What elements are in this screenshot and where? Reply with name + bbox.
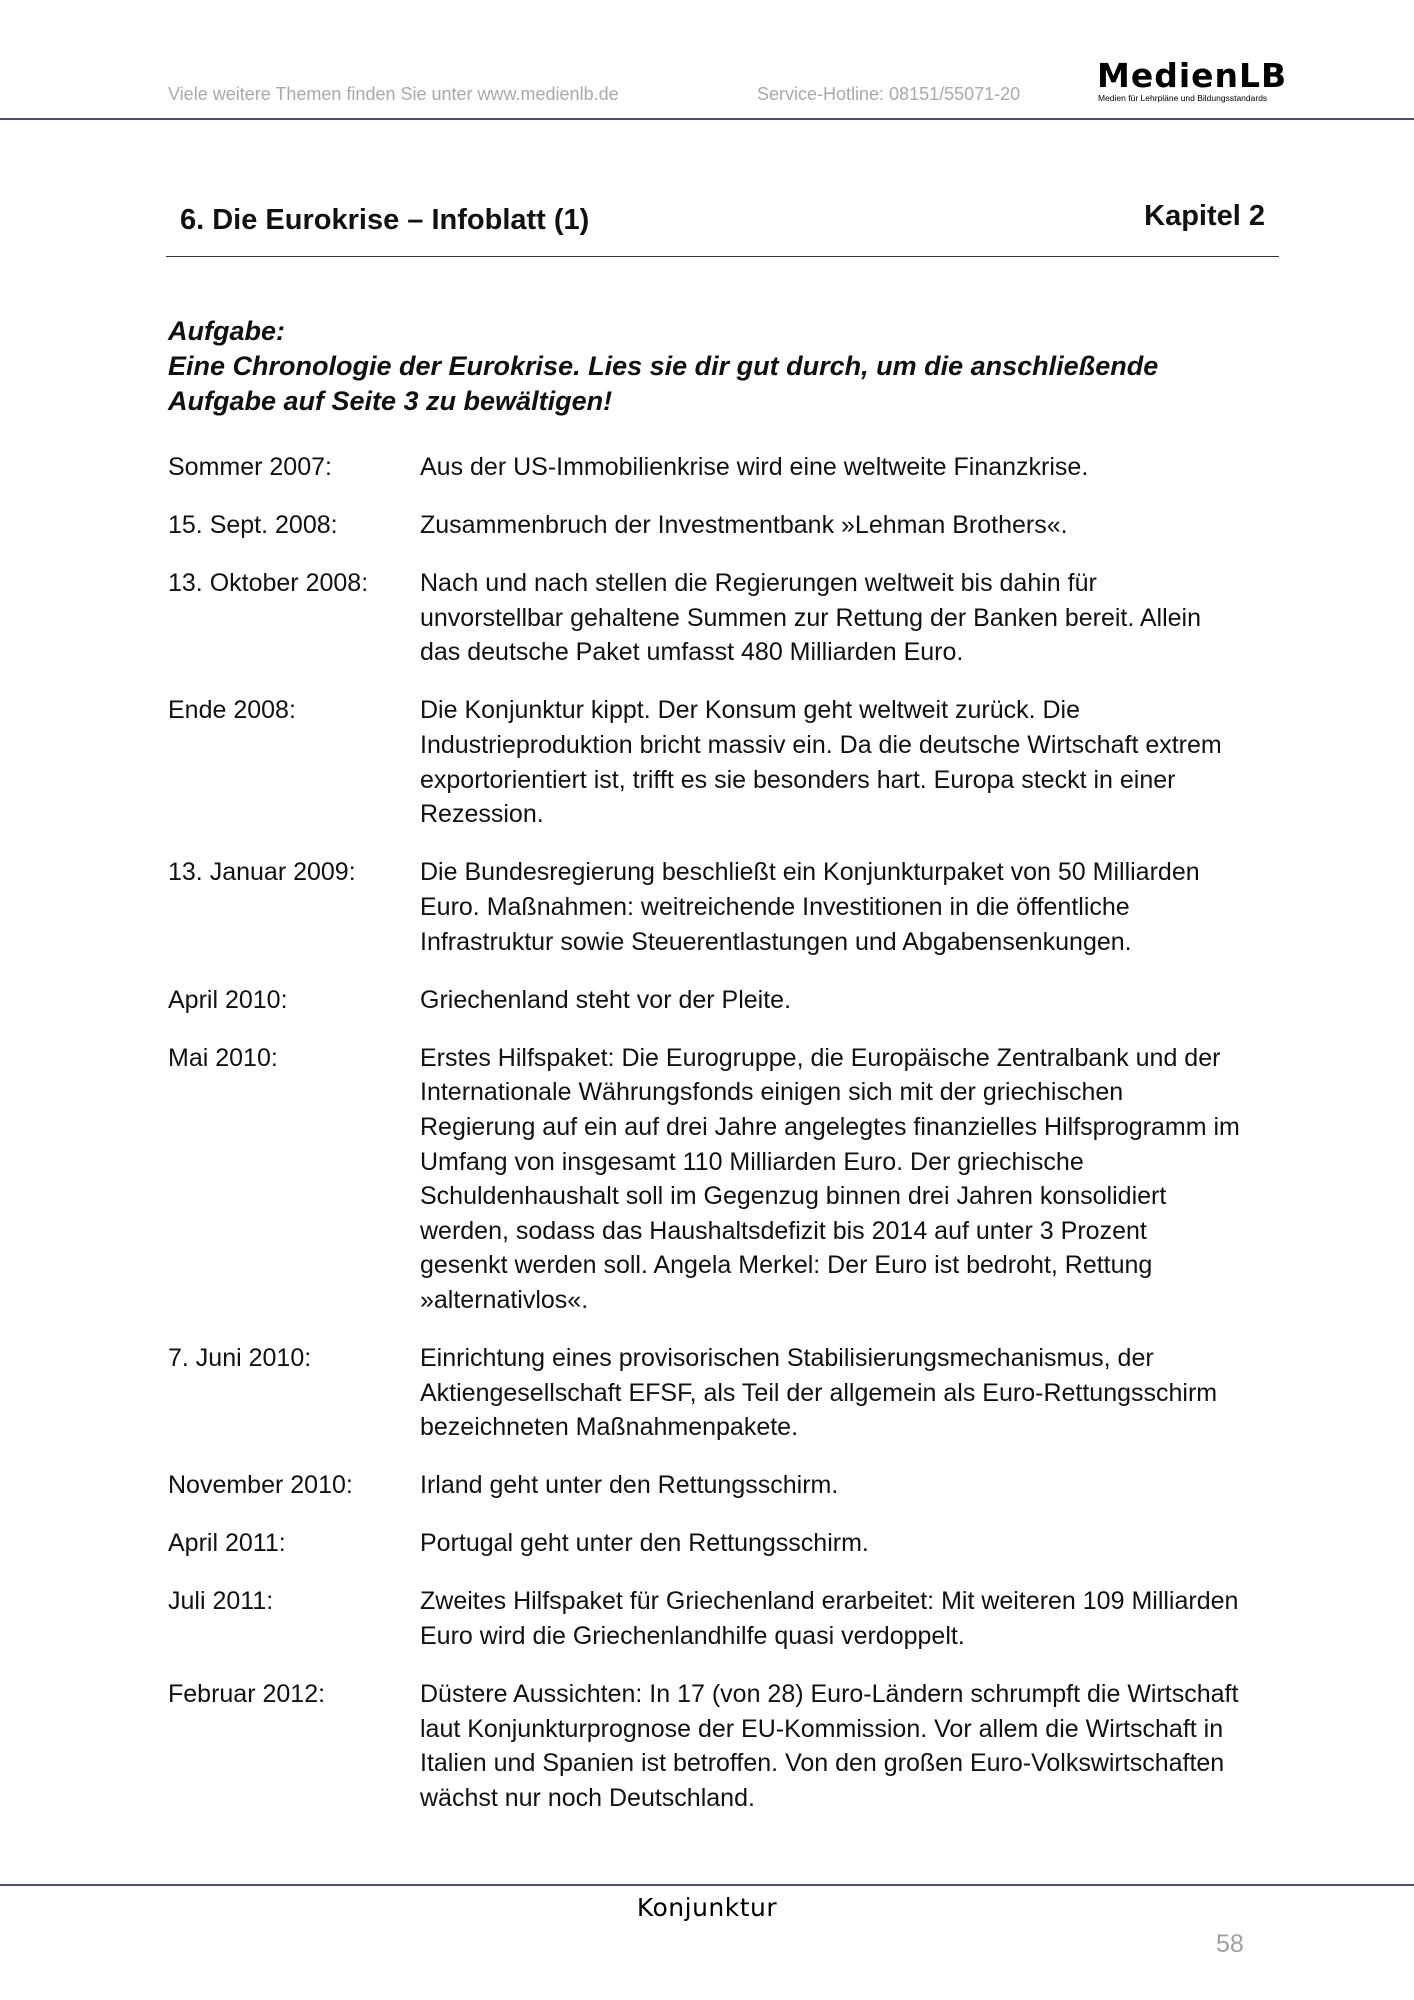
chapter-label: Kapitel 2: [1144, 200, 1265, 232]
chronology-entry: [168, 983, 1278, 1018]
logo-subtitle: Medien für Lehrpläne und Bildungsstandards: [1098, 93, 1268, 103]
footer-title: Konjunktur: [636, 1893, 778, 1922]
chronology-entry: [168, 1526, 1278, 1561]
entry-text: Griechenland steht vor der Pleite.: [420, 985, 792, 1014]
entry-date: Juli 2011:: [168, 1587, 274, 1616]
chronology-entry: [168, 693, 1278, 831]
entry-text: Düstere Aussichten: In 17 (von 28) Euro-Ländern schrumpft die Wirtschaft laut Konjunkturprognose der EU-Kommission. Vor allem die Wirtschaft in Italien und Spanien ist betroffen. Von den großen Euro-Volkswirtschaften wächst nur noch Deutschland.: [420, 1680, 1239, 1812]
chronology-entry: [168, 1041, 1278, 1318]
entry-date: Mai 2010:: [168, 1043, 278, 1072]
entry-date: 13. Oktober 2008:: [168, 569, 369, 598]
medienlb-logo: [1097, 58, 1292, 104]
chronology-entry: [168, 1468, 1278, 1503]
header-hotline: Service-Hotline: 08151/55071-20: [757, 84, 1021, 104]
page-header: [0, 0, 1414, 120]
chronology-entry: [168, 508, 1278, 543]
task-line-2: Aufgabe auf Seite 3 zu bewältigen!: [168, 386, 613, 416]
entry-date: November 2010:: [168, 1471, 353, 1500]
entry-date: April 2011:: [168, 1529, 286, 1558]
entry-date: 13. Januar 2009:: [168, 858, 356, 887]
chronology-entry: [168, 1584, 1278, 1653]
page-title: 6. Die Eurokrise – Infoblatt (1): [180, 204, 590, 236]
chronology-list: [168, 450, 1278, 1839]
entry-text: Portugal geht unter den Rettungsschirm.: [420, 1529, 869, 1558]
entry-text: Irland geht unter den Rettungsschirm.: [420, 1471, 839, 1500]
entry-date: Sommer 2007:: [168, 453, 332, 481]
header-website-note: Viele weitere Themen finden Sie unter www.medienlb.de: [168, 84, 619, 104]
entry-date: Februar 2012:: [168, 1680, 326, 1709]
task-block: [168, 314, 1268, 419]
chronology-entry: [168, 1677, 1278, 1815]
entry-text: Die Bundesregierung beschließt ein Konjunkturpaket von 50 Milliarden Euro. Maßnahmen: weitreichende Investitionen in die öffentliche Infrastruktur sowie Steuerentlastungen und Abgabensenkungen.: [420, 858, 1200, 956]
entry-text: Die Konjunktur kippt. Der Konsum geht weltweit zurück. Die Industrieproduktion bricht massiv ein. Da die deutsche Wirtschaft extrem exportorientiert ist, trifft es sie besonders hart. Europa steckt in einer Rezession.: [420, 696, 1222, 829]
chronology-entry: [168, 450, 1278, 485]
page-number: 58: [1216, 1930, 1244, 1958]
chronology-entry: [168, 566, 1278, 670]
entry-date: 15. Sept. 2008:: [168, 511, 338, 540]
entry-text: Zweites Hilfspaket für Griechenland erarbeitet: Mit weiteren 109 Milliarden Euro wird die Griechenlandhilfe quasi verdoppelt.: [420, 1587, 1239, 1651]
entry-date: Ende 2008:: [168, 696, 296, 725]
entry-date: April 2010:: [168, 985, 288, 1014]
title-row: [166, 198, 1279, 258]
entry-text: Nach und nach stellen die Regierungen weltweit bis dahin für unvorstellbar gehaltene Summen zur Rettung der Banken bereit. Allein das deutsche Paket umfasst 480 Milliarden Euro.: [420, 569, 1202, 667]
header-divider: [0, 118, 1414, 120]
entry-text: Erstes Hilfspaket: Die Eurogruppe, die Europäische Zentralbank und der Internationale Währungsfonds einigen sich mit der griechischen Regierung auf ein auf drei Jahre angelegtes finanzielles Hilfsprogramm im Umfang von insgesamt 110 Milliarden Euro. Der griechische Schuldenhaushalt soll im Gegenzug binnen drei Jahren konsolidiert werden, sodass das Haushaltsdefizit bis 2014 auf unter 3 Prozent gesenkt werden soll. Angela Merkel: Der Euro ist bedroht, Rettung »alternativlos«.: [420, 1043, 1240, 1314]
chronology-entry: [168, 1341, 1278, 1445]
entry-date: 7. Juni 2010:: [168, 1343, 312, 1372]
title-divider: [166, 256, 1279, 257]
entry-text: Aus der US-Immobilienkrise wird eine weltweite Finanzkrise.: [420, 453, 1089, 481]
footer-divider: [0, 1884, 1414, 1886]
task-label: Aufgabe:: [168, 316, 285, 346]
chronology-entry: [168, 855, 1278, 959]
logo-title: MedienLB: [1097, 56, 1288, 95]
task-line-1: Eine Chronologie der Eurokrise. Lies sie dir gut durch, um die anschließende: [168, 351, 1159, 381]
entry-text: Zusammenbruch der Investmentbank »Lehman Brothers«.: [420, 511, 1068, 540]
entry-text: Einrichtung eines provisorischen Stabilisierungsmechanismus, der Aktiengesellschaft EFSF, als Teil der allgemein als Euro-Rettungsschirm bezeichneten Maßnahmenpakete.: [420, 1343, 1218, 1442]
